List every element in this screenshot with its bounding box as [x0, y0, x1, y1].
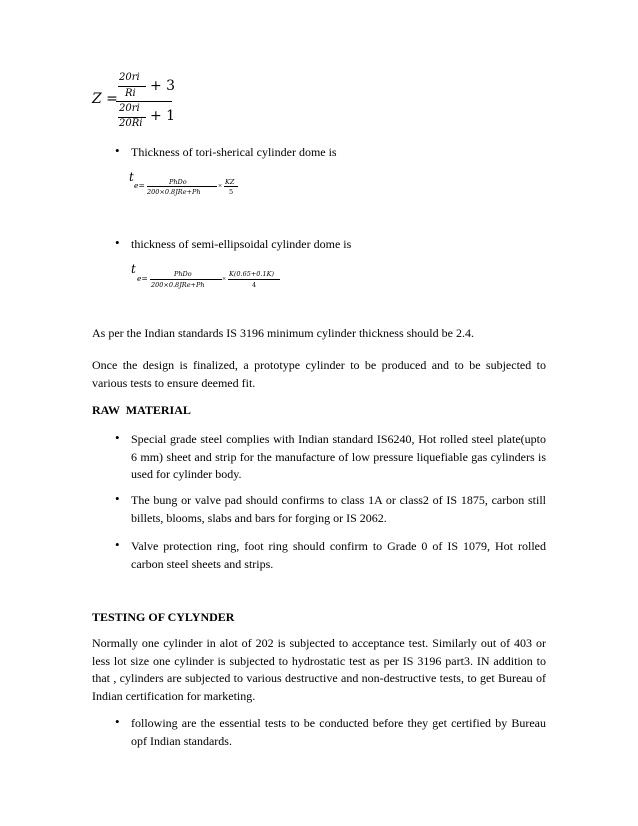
formula2-t: t — [131, 262, 136, 276]
bullet-marker: • — [115, 235, 120, 250]
formula-z-bottom-denominator: 20Ri — [119, 118, 143, 129]
formula2-numerator: PhDo — [174, 270, 192, 278]
list-item-raw-material: The bung or valve pad should confirms to class 1A or class2 of IS 1875, carbon still billets, blooms, slabs and bars for forging or IS 2062. — [131, 493, 546, 525]
formula1-numerator: PhDo — [169, 178, 187, 186]
formula-z-top-denominator: Ri — [125, 88, 136, 99]
paragraph-testing: Normally one cylinder in alot of 202 is subjected to acceptance test. Similarly out of 403 or less lot size one cylinder is subjected to hydrostatic test as per IS 3196 part3. IN addition to that , cylinders are subjected to various destructive and non-destructive tests, to get Bureau of Indian certification for marketing. — [92, 636, 546, 703]
formula2-denominator: 200×0.8JRe+Ph — [151, 281, 205, 289]
formula-z-bottom-numerator: 20ri — [119, 103, 140, 114]
formula2-denominator2: 4 — [252, 281, 257, 289]
formula1-fraction-line — [147, 186, 217, 187]
bullet-dome-tori-spherical: Thickness of tori-sherical cylinder dome is — [131, 145, 337, 159]
formula1-times: × — [218, 181, 223, 190]
heading-testing-of-cylinder: TESTING OF CYLYNDER — [92, 610, 235, 624]
formula1-denominator2: 5 — [229, 188, 234, 196]
bullet-marker: • — [115, 143, 120, 158]
formula2-fraction-line — [150, 279, 222, 280]
bullet-marker: • — [115, 491, 120, 506]
formula-z-main-fraction-line — [116, 101, 172, 102]
formula-z-plus1: + 1 — [150, 108, 176, 124]
formula-z-top-fraction-line — [118, 86, 146, 87]
bullet-dome-semi-ellipsoidal: thickness of semi-ellipsoidal cylinder dome is — [131, 237, 352, 251]
list-item-raw-material: Special grade steel complies with Indian standard IS6240, Hot rolled steel plate(upto 6 mm) sheet and strip for the manufacture of low pressure liquefiable gas cylinders is used for cylinder body. — [131, 432, 546, 481]
formula2-numerator2: K(0.65+0.1K) — [229, 270, 275, 278]
formula2-fraction2-line — [228, 279, 280, 280]
paragraph-min-thickness: As per the Indian standards IS 3196 minimum cylinder thickness should be 2.4. — [92, 326, 474, 340]
formula-z-top-numerator: 20ri — [119, 72, 140, 83]
formula1-fraction2-line — [224, 186, 238, 187]
formula-z-lhs: Z = — [92, 91, 118, 107]
formula-z-plus3: + 3 — [150, 78, 176, 94]
bullet-marker: • — [115, 430, 120, 445]
formula1-subscript: e= — [134, 181, 145, 190]
formula1-denominator: 200×0.8JRe+Ph — [147, 188, 201, 196]
list-item-testing: following are the essential tests to be conducted before they get certified by Bureau opf Indian standards. — [131, 716, 546, 748]
bullet-marker: • — [115, 537, 120, 552]
formula2-times: × — [222, 274, 227, 283]
heading-raw-material: RAW MATERIAL — [92, 403, 191, 417]
paragraph-prototype: Once the design is finalized, a prototype cylinder to be produced and to be subjected to various tests to ensure deemed fit. — [92, 358, 546, 390]
formula1-t: t — [129, 170, 134, 184]
list-item-raw-material: Valve protection ring, foot ring should confirm to Grade 0 of IS 1079, Hot rolled carbon steel sheets and strips. — [131, 539, 546, 571]
formula2-subscript: e= — [137, 274, 148, 283]
formula1-numerator2: KZ — [225, 178, 235, 186]
bullet-marker: • — [115, 714, 120, 729]
